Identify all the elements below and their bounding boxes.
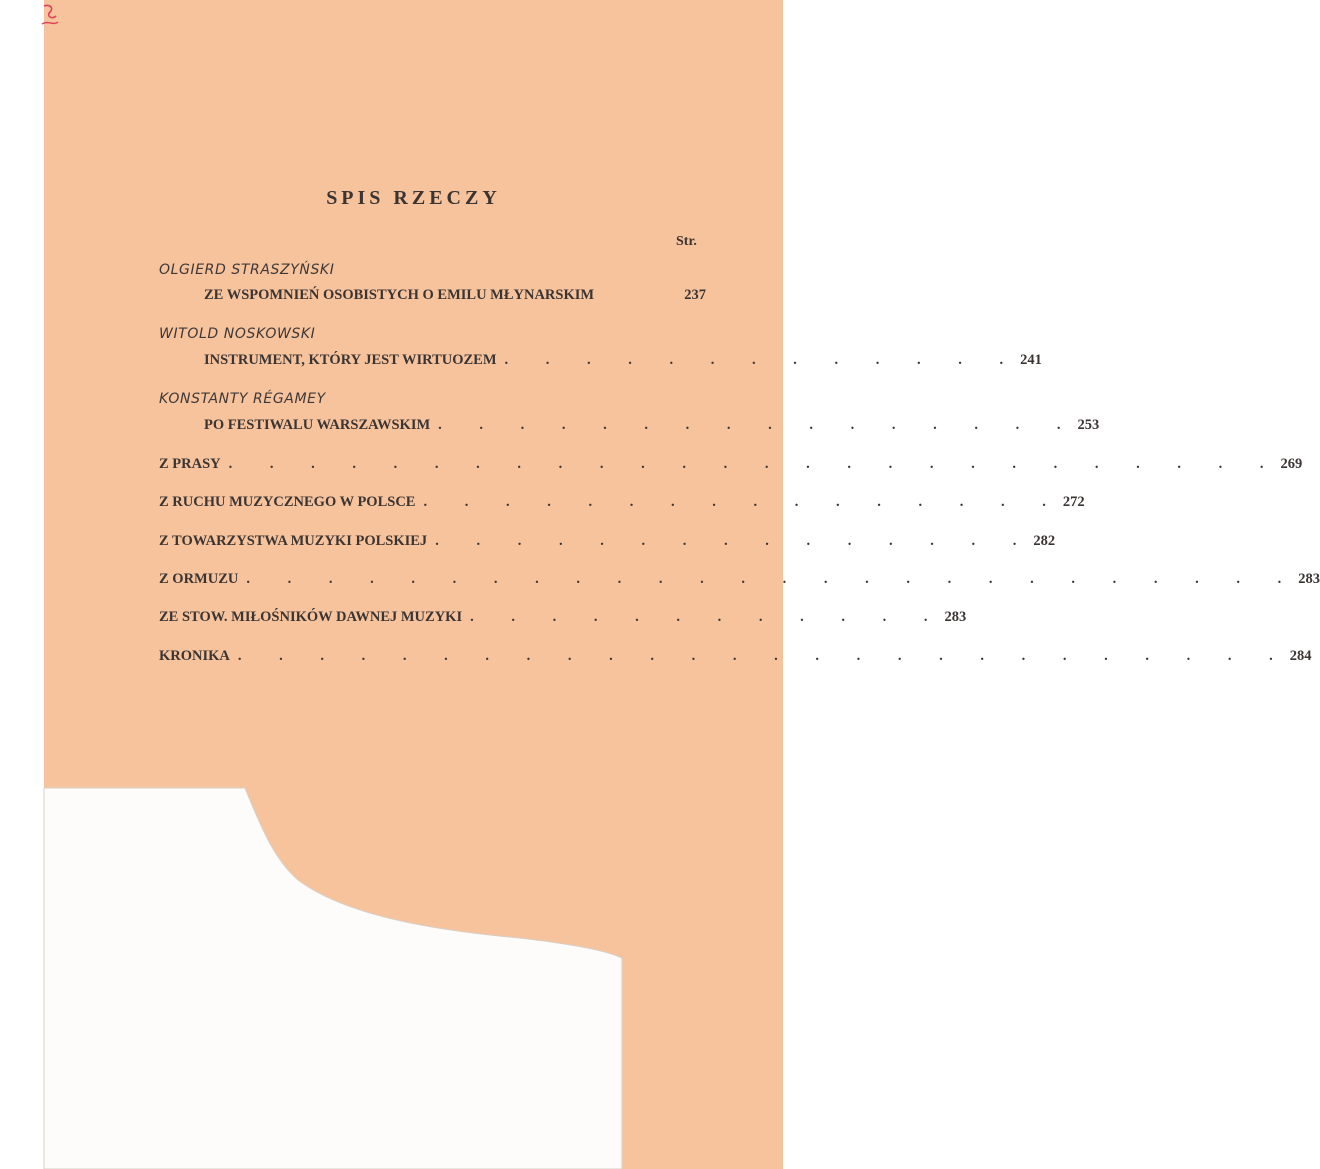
entry-title: ZE WSPOMNIEŃ OSOBISTYCH O EMILU MŁYNARSKIM bbox=[204, 287, 595, 303]
toc-entry[interactable] bbox=[159, 609, 967, 629]
author-name: OLGIERD STRASZYŃSKI bbox=[159, 262, 335, 278]
toc-entry[interactable] bbox=[159, 456, 1303, 476]
toc-entry[interactable] bbox=[159, 648, 1312, 668]
author-name: KONSTANTY RÉGAMEY bbox=[159, 391, 326, 407]
entry-title: KRONIKA bbox=[159, 648, 230, 664]
toc-entry[interactable] bbox=[159, 533, 1056, 553]
toc-entry[interactable] bbox=[204, 417, 1100, 437]
entry-page: 282 bbox=[1033, 533, 1056, 549]
entry-page: 272 bbox=[1062, 494, 1085, 510]
leader-dots: . . . . . . . . . . . . . . . . bbox=[423, 494, 1063, 510]
entry-page: 269 bbox=[1280, 456, 1303, 472]
toc-title: SPIS RZECZY bbox=[326, 187, 501, 209]
entry-title: ZE STOW. MIŁOŚNIKÓW DAWNEJ MUZYKI bbox=[159, 609, 463, 625]
leader-dots: . . . . . . . . . . . . . . . . . . . . . . . . . . bbox=[246, 571, 1299, 587]
toc-entry[interactable] bbox=[159, 494, 1085, 514]
entry-page: 283 bbox=[1298, 571, 1320, 587]
leader-dots: . . . . . . . . . . . . bbox=[470, 609, 945, 625]
leader-dots: . . . . . . . . . . . . . . . . . . . . . . . . . . bbox=[228, 456, 1281, 472]
toc-entry[interactable] bbox=[204, 287, 706, 307]
author-name: WITOLD NOSKOWSKI bbox=[159, 326, 316, 342]
toc-entry[interactable] bbox=[204, 352, 1042, 372]
leader-dots: . . . . . . . . . . . . . bbox=[504, 352, 1021, 368]
entry-page: 253 bbox=[1077, 417, 1100, 433]
entry-title: Z RUCHU MUZYCZNEGO W POLSCE bbox=[159, 494, 416, 510]
entry-page: 241 bbox=[1020, 352, 1042, 368]
entry-page: 283 bbox=[944, 609, 967, 625]
entry-page: 284 bbox=[1289, 648, 1312, 664]
entry-title: PO FESTIWALU WARSZAWSKIM bbox=[204, 417, 431, 433]
toc-entry[interactable] bbox=[159, 571, 1320, 591]
leader-dots: . . . . . . . . . . . . . . . . . . . . . . . . . . bbox=[237, 648, 1290, 664]
entry-title: Z PRASY bbox=[159, 456, 221, 472]
entry-title: INSTRUMENT, KTÓRY JEST WIRTUOZEM bbox=[204, 352, 497, 368]
entry-page: 237 bbox=[684, 287, 706, 303]
entry-title: Z ORMUZU bbox=[159, 571, 239, 587]
leader-dots: . . . . . . . . . . . . . . . bbox=[435, 533, 1034, 549]
leader-dots: . . . . . . . . . . . . . . . . bbox=[438, 417, 1078, 433]
stamp-mark-icon bbox=[40, 2, 64, 32]
page-column-label: Str. bbox=[676, 234, 697, 249]
entry-title: Z TOWARZYSTWA MUZYKI POLSKIEJ bbox=[159, 533, 428, 549]
